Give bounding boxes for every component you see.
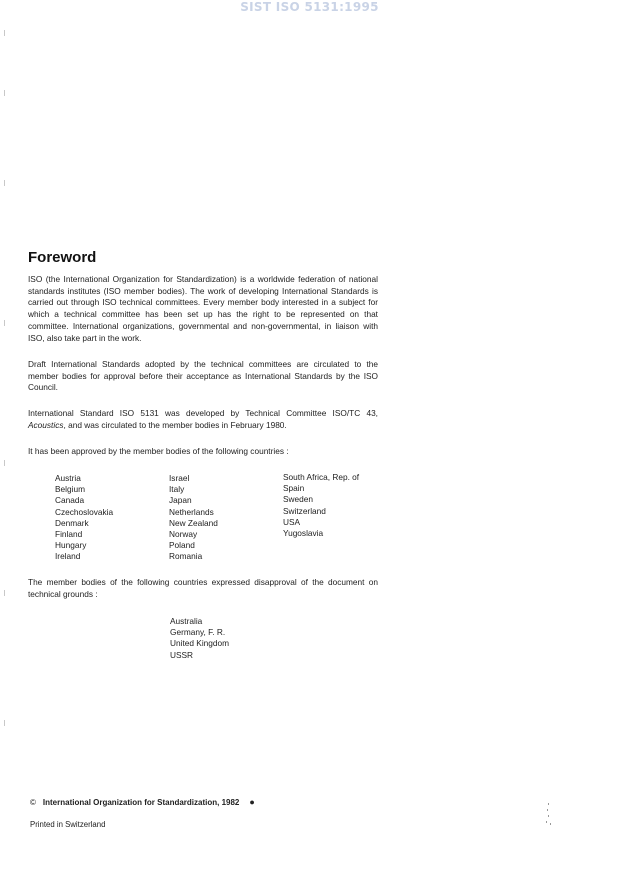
paragraph-development — [28, 408, 378, 431]
country-item: Finland — [55, 529, 83, 540]
country-item: Israel — [169, 473, 190, 483]
country-item: Canada — [55, 495, 85, 506]
paragraph-approval: It has been approved by the member bodies of the following countries : — [28, 446, 289, 456]
country-item: Hungary — [55, 540, 87, 551]
country-item: Ireland — [55, 551, 81, 562]
paragraph-draft-standards: Draft International Standards adopted by the technical committees are circulated to the member bodies for approval before their acceptance as International Standards by the ISO Council. — [28, 359, 378, 393]
country-item: Sweden — [283, 494, 313, 505]
margin-scan-marks — [4, 30, 6, 730]
country-item: Netherlands — [169, 506, 214, 517]
country-item: Belgium — [55, 484, 85, 495]
bullet-icon: ● — [249, 797, 255, 807]
country-item: Norway — [169, 529, 198, 540]
country-item: Spain — [283, 483, 305, 494]
page-title: Foreword — [28, 249, 97, 266]
paragraph-development-italic: Acoustics — [28, 419, 64, 430]
country-item: Romania — [169, 551, 203, 562]
country-item: USSR — [170, 649, 194, 660]
paragraph-iso-intro: ISO (the International Organization for Standardization) is a worldwide federation of national standards institutes (ISO member bodies). The work of developing International Standards is carried out through ISO technical committees. Every member body interested in a subject for which a technical committee has been set up has the right to be represented on that committee. International organizations, governmental and non-governmental, in liaison with ISO, also take part in the work. — [28, 274, 378, 343]
country-item: Germany, F. R. — [170, 627, 226, 638]
country-item: Czechoslovakia — [55, 506, 114, 517]
country-item: Austria — [55, 473, 81, 483]
paragraph-disapproval: The member bodies of the following countries expressed disapproval of the document on technical grounds : — [28, 577, 378, 599]
copyright-icon: © — [30, 798, 36, 807]
watermark: SIST ISO 5131:1995 — [240, 0, 379, 14]
country-item: Denmark — [55, 517, 89, 528]
copyright-line — [30, 797, 255, 808]
country-item: Poland — [169, 540, 195, 551]
country-item: Switzerland — [283, 505, 326, 516]
paragraph-development-part2: , and was circulated to the member bodies in February 1980. — [63, 419, 287, 430]
printed-in: Printed in Switzerland — [30, 820, 106, 829]
country-item: Italy — [169, 484, 185, 495]
country-item: USA — [283, 516, 301, 527]
paragraph-development-part1: International Standard ISO 5131 was developed by Technical Committee ISO/TC 43, — [28, 408, 378, 418]
approved-countries-col1 — [55, 473, 113, 563]
country-item: United Kingdom — [170, 638, 230, 649]
disapproved-countries — [170, 616, 229, 661]
country-item: Australia — [170, 616, 203, 626]
scan-noise-marks — [544, 803, 552, 827]
country-item: Yugoslavia — [283, 528, 324, 539]
copyright-text: International Organization for Standardization, 1982 — [42, 798, 240, 807]
country-item: Japan — [169, 495, 192, 506]
approved-countries-col2 — [169, 473, 218, 563]
country-item: South Africa, Rep. of — [283, 472, 360, 482]
country-item: New Zealand — [169, 517, 218, 528]
approved-countries-col3 — [283, 472, 359, 539]
